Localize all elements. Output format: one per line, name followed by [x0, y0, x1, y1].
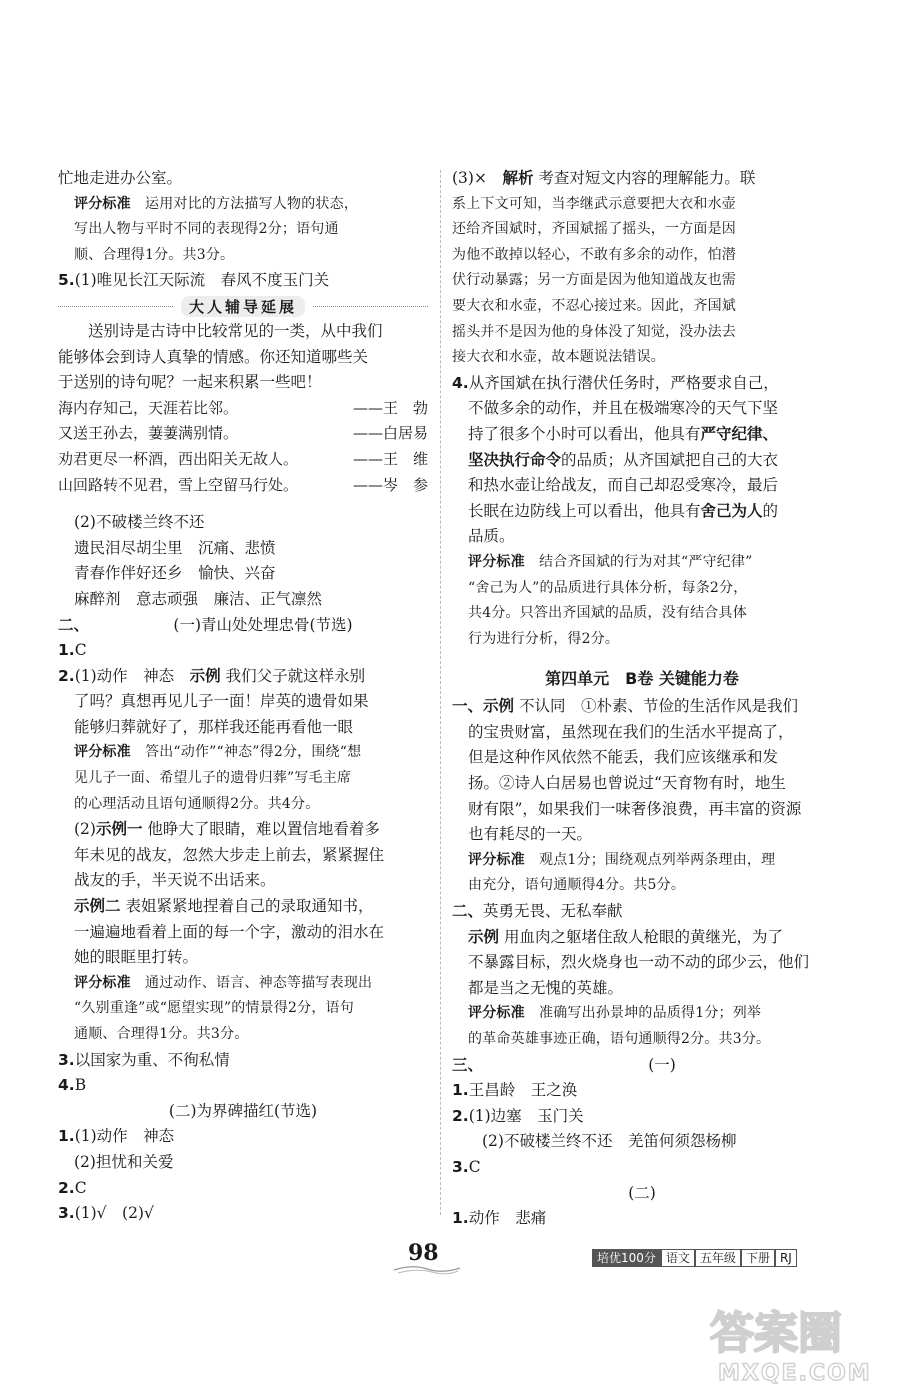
text-line: 财有限”，如果我们一味奢侈浪费，再丰富的资源 — [468, 799, 802, 818]
scoring-label: 评分标准 — [74, 974, 131, 991]
page-number: 98 — [408, 1240, 439, 1266]
example-label: 示例 — [189, 666, 221, 685]
item-text: 动作 悲痛 — [468, 1209, 547, 1228]
answer-item — [58, 1073, 428, 1099]
item-number: 2. — [452, 1106, 469, 1125]
text-line: 摇头并不是因为他的身体没了知觉，没办法去 — [452, 323, 736, 340]
scoring-label: 评分标准 — [468, 851, 525, 868]
watermark-site: MXQE.COM — [718, 1361, 872, 1385]
item-number: 3. — [58, 1050, 75, 1069]
text-line: 写出人物与平时不同的表现得2分；语句通 — [74, 221, 339, 238]
answer-item — [58, 1048, 428, 1074]
text-line: 战友的手，半天说不出话来。 — [74, 871, 276, 890]
text-line: 能够归葬就好了，那样我还能再看他一眼 — [74, 717, 354, 736]
poem-author: ——岑 参 — [352, 475, 428, 494]
text-line: 和热水壶让给战友，而自己却忍受寒冷，最后 — [468, 476, 779, 495]
text-line: 共4分。只答出齐国斌的品质，没有结合具体 — [468, 605, 747, 622]
section-heading — [452, 1053, 832, 1079]
text-line: 忙地走进办公室。 — [58, 169, 183, 187]
scoring-label: 评分标准 — [468, 1005, 525, 1022]
text-part: 长眠在边防线上可以看出，他具有 — [468, 501, 701, 520]
poem-verse: 山回路转不见君，雪上空留马行处。 — [58, 475, 299, 494]
text-line: 伏行动暴露；另一方面是因为他知道战友也需 — [452, 272, 736, 289]
poem-verse: 劝君更尽一杯酒，西出阳关无故人。 — [58, 449, 299, 468]
item-text: 英勇无畏、无私奉献 — [483, 902, 623, 921]
answer-item — [452, 371, 832, 397]
answer-item — [452, 1078, 832, 1104]
series-brand: 培优100分 — [592, 1249, 661, 1267]
section-title: (一) — [648, 1055, 676, 1074]
text-line — [452, 448, 832, 474]
scoring-text: 通过动作、语言、神态等描写表现出 — [145, 974, 373, 991]
answer-item — [452, 694, 832, 720]
text-line: 能够体会到诗人真挚的情感。你还知道哪些关 — [58, 347, 369, 366]
text-line: 行为进行分析，得2分。 — [468, 630, 620, 647]
passage-title: (二) — [628, 1183, 656, 1202]
scoring-label: 评分标准 — [468, 553, 525, 570]
series-edition: RJ — [775, 1249, 797, 1267]
answer-item — [452, 1155, 832, 1181]
watermark-logo-icon — [708, 1300, 893, 1385]
item-number: 1. — [58, 1127, 75, 1146]
text-line: 一遍遍地看着上面的每一个字，激动的泪水在 — [74, 922, 385, 941]
text-line: (2)不破楼兰终不还 — [74, 513, 205, 532]
poem-verse: 海内存知己，天涯若比邻。 — [58, 398, 239, 417]
item-text: B — [74, 1076, 87, 1095]
item-text: 表姐紧紧地捏着自己的录取通知书， — [125, 897, 374, 916]
text-line: 青春作伴好还乡 愉快、兴奋 — [74, 564, 276, 583]
text-line: 年未见的战友，忽然大步走上前去，紧紧握住 — [74, 845, 385, 864]
poem-verse: 又送王孙去，萋萋满别情。 — [58, 424, 239, 443]
item-text: C — [74, 641, 87, 660]
banner-title: 大人辅导延展 — [181, 296, 305, 317]
text-line: 要大衣和水壶，不忍心接过来。因此，齐国斌 — [452, 297, 736, 314]
spacer — [452, 652, 832, 664]
section-number: 二、 — [58, 615, 90, 634]
scoring-text: 结合齐国斌的行为对其“严守纪律” — [539, 553, 753, 570]
example-label: 解析 — [502, 169, 534, 187]
highlight-text: 严守纪律、 — [700, 424, 779, 443]
text-line: 送别诗是古诗中比较常见的一类，从中我们 — [88, 321, 383, 340]
item-number: 二、 — [452, 902, 484, 921]
item-prefix: (3)× — [452, 169, 503, 187]
section-title: (一)青山处处埋忠骨(节选) — [173, 615, 353, 634]
banner-rule — [313, 306, 428, 307]
series-label — [592, 1249, 797, 1267]
highlight-text: 坚决执行命令 — [468, 450, 562, 469]
example-label: 示例二 — [74, 897, 121, 916]
answer-item — [58, 1124, 428, 1150]
item-number: 1. — [452, 1081, 469, 1100]
item-text: 不认同 ①朴素、节俭的生活作风是我们 — [518, 697, 798, 716]
item-text: 以国家为重、不徇私情 — [74, 1050, 230, 1069]
right-column — [452, 166, 832, 1232]
item-number: 2. — [58, 666, 75, 685]
text-line: “久别重逢”或“愿望实现”的情景得2分，语句 — [74, 1000, 354, 1017]
text-line: 接大衣和水壶，故本题说法错误。 — [452, 349, 665, 366]
example-line — [452, 925, 832, 951]
answer-item — [452, 1206, 832, 1232]
scoring-line — [58, 192, 428, 218]
answer-item — [58, 664, 428, 690]
text-line: 都是当之无愧的英雄。 — [468, 978, 624, 997]
text-line: 通顺、合理得1分。共3分。 — [74, 1026, 249, 1042]
text-line: 了吗？真想再见儿子一面！岸英的遗骨如果 — [74, 692, 369, 711]
scoring-line — [58, 740, 428, 766]
text-line: 品质。 — [468, 527, 515, 546]
highlight-text: 舍己为人 — [700, 501, 763, 520]
item-text: (1)动作 神态 — [74, 1127, 175, 1146]
scoring-text: 准确写出孙景坤的品质得1分；列举 — [539, 1005, 762, 1022]
text-line: 于送别的诗句呢？一起来积累一些吧！ — [58, 373, 322, 392]
poem-line — [58, 473, 428, 499]
series-grade: 五年级 — [695, 1249, 741, 1267]
item-number: 1. — [58, 641, 75, 660]
text-part: 持了很多个小时可以看出，他具有 — [468, 424, 701, 443]
item-text: 我们父子就这样永别 — [225, 666, 366, 685]
scoring-line — [452, 1001, 832, 1027]
scoring-text: 观点1分；围绕观点列举两条理由，理 — [539, 851, 776, 868]
text-line: “舍己为人”的品质进行具体分析，每条2分， — [468, 579, 748, 596]
item-text: C — [74, 1178, 87, 1197]
example-label: 示例 — [483, 697, 515, 716]
spacer — [58, 498, 428, 510]
text-line: 见儿子一面、希望儿子的遗骨归葬”写毛主席 — [74, 770, 352, 787]
answer-item — [58, 1176, 428, 1202]
text-line: 不暴露目标，烈火烧身也一动不动的邱少云，他们 — [468, 953, 810, 972]
scoring-line — [452, 848, 832, 874]
scoring-text: 运用对比的方法描写人物的状态， — [145, 195, 359, 212]
scoring-text: 答出“动作”“神态”得2分，围绕“想 — [145, 744, 362, 761]
item-number: 4. — [452, 373, 469, 392]
passage-title: (二)为界碑描红(节选) — [168, 1101, 318, 1120]
item-text: 考查对短文内容的理解能力。联 — [538, 169, 756, 187]
example-line — [452, 166, 832, 192]
text-line: 还给齐国斌时，齐国斌摇了摇头，一方面是因 — [452, 221, 736, 238]
page-number-swoosh-icon — [392, 1262, 462, 1276]
text-line: 遗民泪尽胡尘里 沉痛、悲愤 — [74, 538, 276, 557]
section-heading — [58, 613, 428, 639]
answer-item — [58, 1201, 428, 1227]
item-text: C — [468, 1157, 481, 1176]
text-line — [452, 499, 832, 525]
text-line: 也有耗尽的一天。 — [468, 825, 593, 844]
item-text: 从齐国斌在执行潜伏任务时，严格要求自己， — [468, 373, 779, 392]
extension-banner — [58, 296, 428, 317]
text-line: 由充分，语句通顺得4分。共5分。 — [468, 877, 686, 894]
item-prefix: (2) — [74, 820, 96, 839]
example-line — [58, 817, 428, 843]
item-number: 2. — [58, 1178, 75, 1197]
banner-rule — [58, 306, 173, 307]
column-divider — [440, 170, 441, 1215]
text-line: 的宝贵财富，虽然现在我们的生活水平提高了， — [468, 722, 794, 741]
text-line: 扬。②诗人白居易也曾说过“天育物有时，地生 — [468, 774, 786, 793]
example-line — [58, 894, 428, 920]
item-number: 3. — [58, 1204, 75, 1223]
text-line: 的心理活动且语句通顺得2分。共4分。 — [74, 795, 320, 812]
scoring-line — [58, 971, 428, 997]
text-line: 顺、合理得1分。共3分。 — [74, 246, 235, 263]
text-line: 她的眼眶里打转。 — [74, 948, 199, 967]
example-label: 示例 — [468, 927, 500, 946]
poem-line — [58, 396, 428, 422]
item-number: 5. — [58, 271, 75, 290]
item-text: 王昌龄 王之涣 — [468, 1081, 578, 1100]
item-text: (1)边塞 玉门关 — [468, 1106, 584, 1125]
text-line — [452, 422, 832, 448]
scoring-label: 评分标准 — [74, 195, 131, 212]
poem-author: ——白居易 — [352, 424, 428, 443]
poem-author: ——王 维 — [352, 449, 428, 468]
section-number: 三、 — [452, 1055, 484, 1074]
series-volume: 下册 — [741, 1249, 775, 1267]
text-part: 的 — [762, 501, 779, 520]
poem-line — [58, 447, 428, 473]
item-number: 1. — [452, 1209, 469, 1228]
watermark-text: 答案圈 — [710, 1308, 842, 1359]
text-part: 的品质；从齐国斌把自己的大衣 — [561, 450, 779, 469]
text-line: 但是这种作风依然不能丢，我们应该继承和发 — [468, 748, 779, 767]
example-label: 示例一 — [95, 820, 143, 839]
series-subject: 语文 — [661, 1249, 695, 1267]
answer-item — [58, 638, 428, 664]
item-text: (1)√ (2)√ — [74, 1204, 154, 1223]
text-line: 为他不敢掉以轻心，不敢有多余的动作，怕潜 — [452, 246, 736, 263]
scoring-label: 评分标准 — [74, 744, 131, 761]
item-text: 用血肉之躯堵住敌人枪眼的黄继光，为了 — [503, 927, 783, 946]
text-line: 不做多余的动作，并且在极端寒冷的天气下坚 — [468, 399, 779, 418]
text-line: (2)担忧和关爱 — [74, 1152, 174, 1171]
left-column — [58, 166, 428, 1227]
text-line: 的革命英雄事迹正确，语句通顺得2分。共3分。 — [468, 1031, 771, 1047]
item-number: 3. — [452, 1157, 469, 1176]
answer-item — [58, 268, 428, 294]
poem-author: ——王 勃 — [352, 398, 428, 417]
unit-heading: 第四单元 B卷 关键能力卷 — [545, 669, 739, 689]
item-number: 4. — [58, 1076, 75, 1095]
answer-item — [452, 899, 832, 925]
scoring-line — [452, 550, 832, 576]
text-line: (2)不破楼兰终不还 羌笛何须怨杨柳 — [482, 1132, 737, 1151]
item-number: 一、 — [452, 697, 484, 716]
text-line: 系上下文可知，当李继武示意要把大衣和水壶 — [452, 195, 736, 212]
answer-item — [452, 1104, 832, 1130]
item-text: (1)唯见长江天际流 春风不度玉门关 — [74, 271, 330, 290]
item-prefix: (1)动作 神态 — [74, 666, 190, 685]
poem-line — [58, 421, 428, 447]
text-line: 麻醉剂 意志顽强 廉洁、正气凛然 — [74, 589, 323, 608]
item-text: 他睁大了眼睛，难以置信地看着多 — [147, 820, 380, 839]
